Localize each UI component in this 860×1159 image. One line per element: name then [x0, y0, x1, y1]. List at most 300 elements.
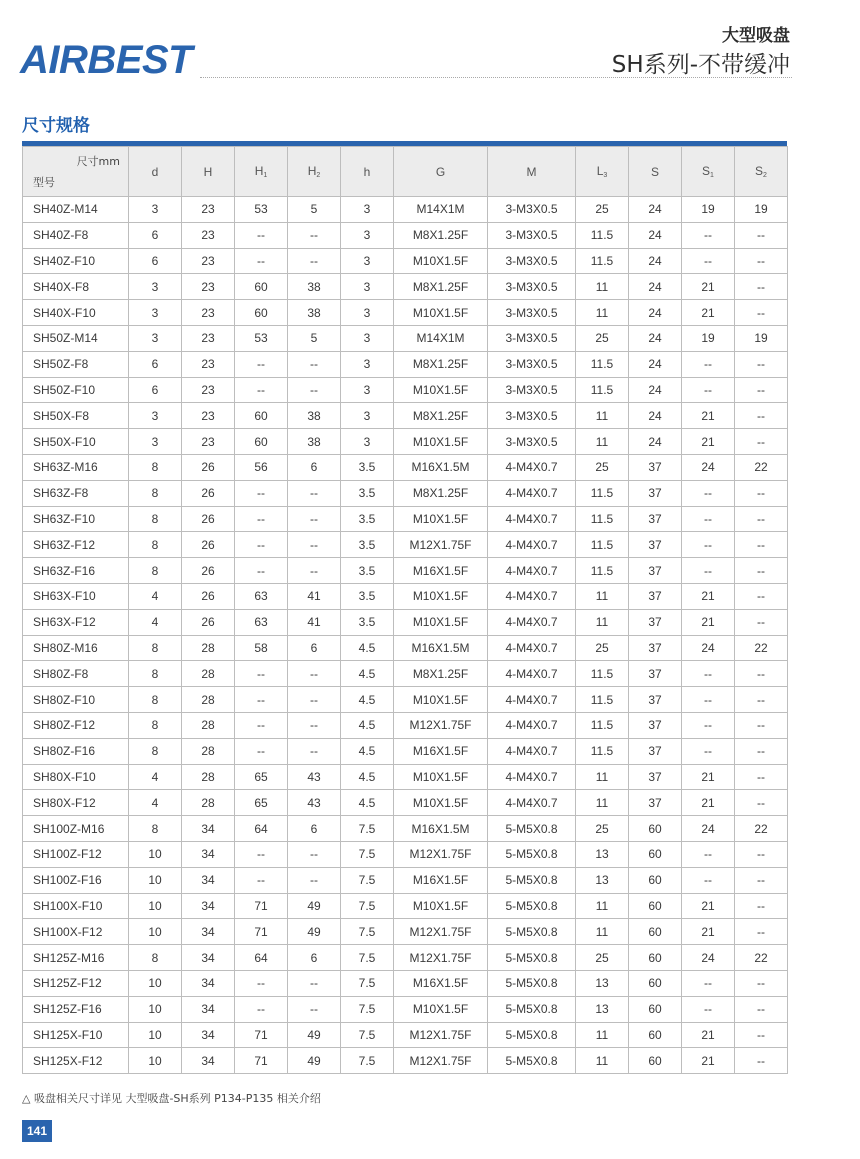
dimension-cell: -- — [235, 480, 288, 506]
dimension-cell: 13 — [576, 841, 629, 867]
dimension-cell: 71 — [235, 1048, 288, 1074]
dimension-cell: 3.5 — [341, 558, 394, 584]
dimension-cell: 23 — [182, 300, 235, 326]
dimension-cell: M10X1.5F — [394, 583, 488, 609]
dimension-cell: -- — [288, 970, 341, 996]
dimension-cell: 7.5 — [341, 996, 394, 1022]
footnote: △ 吸盘相关尺寸详见 大型吸盘-SH系列 P134-P135 相关介绍 — [22, 1092, 321, 1105]
dimension-cell: 7.5 — [341, 919, 394, 945]
dimension-cell: 21 — [682, 1022, 735, 1048]
model-cell: SH80Z-F8 — [23, 661, 129, 687]
dimension-cell: 21 — [682, 790, 735, 816]
column-header — [182, 147, 235, 197]
dimension-cell: 63 — [235, 583, 288, 609]
dimension-cell: 4 — [129, 790, 182, 816]
dimension-cell: 60 — [629, 945, 682, 971]
dimension-cell: -- — [682, 248, 735, 274]
dimension-cell: 19 — [682, 197, 735, 223]
dimension-cell: 7.5 — [341, 816, 394, 842]
model-label: 型号 — [33, 176, 55, 189]
column-header-label: H — [307, 164, 317, 178]
dimension-cell: 26 — [182, 558, 235, 584]
dimension-cell: 3-M3X0.5 — [488, 248, 576, 274]
dimension-cell: 19 — [735, 325, 788, 351]
model-cell: SH63Z-F16 — [23, 558, 129, 584]
dimension-cell: 26 — [182, 480, 235, 506]
column-header — [394, 147, 488, 197]
dimension-cell: M10X1.5F — [394, 764, 488, 790]
dimension-cell: 60 — [235, 274, 288, 300]
model-cell: SH125X-F10 — [23, 1022, 129, 1048]
dimension-cell: 34 — [182, 893, 235, 919]
dimension-cell: -- — [682, 996, 735, 1022]
dimension-cell: 21 — [682, 300, 735, 326]
dimension-cell: -- — [235, 687, 288, 713]
model-cell: SH40X-F10 — [23, 300, 129, 326]
dimension-cell: 25 — [576, 945, 629, 971]
table-row — [23, 583, 788, 609]
column-header-label: S — [702, 164, 711, 178]
dimension-cell: 6 — [288, 945, 341, 971]
dimension-cell: 4 — [129, 764, 182, 790]
dimension-cell: -- — [682, 712, 735, 738]
dimension-cell: 3-M3X0.5 — [488, 300, 576, 326]
model-cell: SH100Z-M16 — [23, 816, 129, 842]
dimension-cell: 8 — [129, 687, 182, 713]
dimension-cell: 11.5 — [576, 687, 629, 713]
column-header — [682, 147, 735, 197]
dimension-cell: 13 — [576, 970, 629, 996]
dimension-cell: 8 — [129, 712, 182, 738]
dimension-cell: 65 — [235, 764, 288, 790]
dimension-cell: 3.5 — [341, 583, 394, 609]
dimension-cell: -- — [735, 558, 788, 584]
dimension-cell: M10X1.5F — [394, 377, 488, 403]
dimension-cell: 24 — [629, 377, 682, 403]
dimension-cell: 24 — [629, 429, 682, 455]
dimension-cell: -- — [735, 687, 788, 713]
dimension-cell: -- — [235, 996, 288, 1022]
dimension-cell: M10X1.5F — [394, 429, 488, 455]
dimension-cell: 24 — [629, 300, 682, 326]
dimension-cell: 11.5 — [576, 558, 629, 584]
model-cell: SH50Z-M14 — [23, 325, 129, 351]
dimension-cell: M10X1.5F — [394, 248, 488, 274]
dimension-cell: 4-M4X0.7 — [488, 635, 576, 661]
dimension-cell: 24 — [629, 325, 682, 351]
corner-header-cell — [23, 147, 129, 197]
table-row — [23, 274, 788, 300]
dimension-cell: -- — [235, 738, 288, 764]
dimension-cell: M16X1.5F — [394, 558, 488, 584]
dimension-cell: 37 — [629, 712, 682, 738]
dimension-cell: 60 — [235, 429, 288, 455]
dimension-cell: 4-M4X0.7 — [488, 764, 576, 790]
dimension-cell: 4-M4X0.7 — [488, 661, 576, 687]
dimension-cell: 26 — [182, 532, 235, 558]
table-row — [23, 532, 788, 558]
column-header — [735, 147, 788, 197]
model-cell: SH125Z-F12 — [23, 970, 129, 996]
dimension-cell: -- — [235, 351, 288, 377]
dimension-cell: 37 — [629, 506, 682, 532]
dimension-cell: -- — [735, 738, 788, 764]
dimension-cell: 3.5 — [341, 506, 394, 532]
table-row — [23, 506, 788, 532]
dimension-cell: 5-M5X0.8 — [488, 841, 576, 867]
dimension-cell: 63 — [235, 609, 288, 635]
dimension-cell: -- — [288, 558, 341, 584]
dimension-cell: 49 — [288, 893, 341, 919]
dimension-cell: 11 — [576, 919, 629, 945]
dimension-cell: 25 — [576, 635, 629, 661]
dimension-cell: M10X1.5F — [394, 300, 488, 326]
dimension-cell: -- — [735, 248, 788, 274]
dimension-cell: -- — [682, 506, 735, 532]
dimension-unit-label: 尺寸mm — [76, 155, 120, 168]
dimension-cell: 60 — [629, 970, 682, 996]
dimension-cell: 11 — [576, 274, 629, 300]
dimension-cell: 23 — [182, 403, 235, 429]
dimension-cell: -- — [735, 893, 788, 919]
dimension-cell: 21 — [682, 609, 735, 635]
dimension-cell: 23 — [182, 429, 235, 455]
dimension-cell: -- — [735, 377, 788, 403]
dimension-cell: -- — [735, 1048, 788, 1074]
dimension-cell: -- — [682, 532, 735, 558]
dimension-cell: M10X1.5F — [394, 893, 488, 919]
dimension-cell: 4.5 — [341, 635, 394, 661]
dimension-cell: -- — [735, 919, 788, 945]
dimension-cell: 37 — [629, 764, 682, 790]
dimension-cell: 8 — [129, 532, 182, 558]
dimension-cell: 41 — [288, 583, 341, 609]
dimension-cell: M8X1.25F — [394, 351, 488, 377]
dimension-cell: 5 — [288, 325, 341, 351]
dimension-cell: 6 — [288, 454, 341, 480]
dimension-cell: 6 — [129, 377, 182, 403]
dimension-cell: 23 — [182, 325, 235, 351]
dimension-cell: 34 — [182, 1048, 235, 1074]
column-header-subscript: 2 — [763, 172, 767, 179]
table-header-row — [23, 147, 788, 197]
dimension-cell: 25 — [576, 816, 629, 842]
dimension-cell: 49 — [288, 919, 341, 945]
dimension-cell: M10X1.5F — [394, 996, 488, 1022]
dimension-cell: 4-M4X0.7 — [488, 609, 576, 635]
dimension-cell: 4-M4X0.7 — [488, 687, 576, 713]
dimension-cell: 37 — [629, 558, 682, 584]
dimension-cell: -- — [735, 790, 788, 816]
dimension-cell: 28 — [182, 738, 235, 764]
model-cell: SH50Z-F10 — [23, 377, 129, 403]
dimension-cell: 11 — [576, 893, 629, 919]
table-row — [23, 222, 788, 248]
dimension-cell: 21 — [682, 919, 735, 945]
dimension-cell: 24 — [629, 274, 682, 300]
dimension-cell: 60 — [235, 403, 288, 429]
dimension-cell: 24 — [629, 197, 682, 223]
dimension-cell: 8 — [129, 635, 182, 661]
dimension-cell: 3 — [129, 197, 182, 223]
dimension-cell: 8 — [129, 480, 182, 506]
dimension-cell: 24 — [682, 816, 735, 842]
dimension-cell: 3 — [341, 300, 394, 326]
dimension-cell: 4.5 — [341, 661, 394, 687]
dimension-cell: M10X1.5F — [394, 506, 488, 532]
column-header-subscript: 2 — [316, 172, 321, 179]
dimension-cell: M14X1M — [394, 197, 488, 223]
table-row — [23, 1048, 788, 1074]
dimension-cell: 5-M5X0.8 — [488, 893, 576, 919]
dimension-cell: -- — [235, 661, 288, 687]
dimension-cell: 11 — [576, 403, 629, 429]
table-row — [23, 351, 788, 377]
dimension-cell: -- — [235, 841, 288, 867]
dimension-cell: 60 — [629, 1048, 682, 1074]
table-row — [23, 919, 788, 945]
dimension-cell: M8X1.25F — [394, 403, 488, 429]
dimension-cell: M12X1.75F — [394, 919, 488, 945]
dimension-cell: -- — [682, 841, 735, 867]
dimension-cell: 71 — [235, 919, 288, 945]
dimension-cell: 3 — [341, 403, 394, 429]
dimension-cell: 4-M4X0.7 — [488, 532, 576, 558]
model-cell: SH40Z-F8 — [23, 222, 129, 248]
dimension-cell: M8X1.25F — [394, 222, 488, 248]
dimension-cell: 64 — [235, 945, 288, 971]
dimension-cell: 56 — [235, 454, 288, 480]
dimension-cell: -- — [735, 996, 788, 1022]
dimension-cell: 11 — [576, 1048, 629, 1074]
dimension-cell: 5-M5X0.8 — [488, 1022, 576, 1048]
dimension-cell: -- — [735, 583, 788, 609]
dimension-cell: 11 — [576, 583, 629, 609]
dimension-cell: 28 — [182, 712, 235, 738]
dimension-cell: 21 — [682, 764, 735, 790]
column-header-label: H — [203, 164, 213, 179]
dimension-cell: -- — [288, 506, 341, 532]
dimension-cell: 37 — [629, 480, 682, 506]
dimension-cell: 38 — [288, 403, 341, 429]
dimension-cell: 3 — [341, 248, 394, 274]
dimension-cell: -- — [682, 377, 735, 403]
dimension-cell: 11.5 — [576, 377, 629, 403]
dimension-cell: 22 — [735, 635, 788, 661]
dimension-cell: 10 — [129, 841, 182, 867]
dimension-cell: 71 — [235, 893, 288, 919]
dimension-cell: M16X1.5F — [394, 738, 488, 764]
table-row — [23, 764, 788, 790]
dimension-cell: 24 — [682, 454, 735, 480]
model-cell: SH50Z-F8 — [23, 351, 129, 377]
model-cell: SH63Z-F8 — [23, 480, 129, 506]
dimension-cell: 60 — [629, 893, 682, 919]
dimension-cell: 4-M4X0.7 — [488, 480, 576, 506]
model-cell: SH100Z-F16 — [23, 867, 129, 893]
dimension-cell: 28 — [182, 790, 235, 816]
dimension-cell: 3-M3X0.5 — [488, 197, 576, 223]
dimension-cell: -- — [682, 687, 735, 713]
dimension-cell: 3 — [129, 403, 182, 429]
table-row — [23, 738, 788, 764]
dimension-cell: M12X1.75F — [394, 841, 488, 867]
dimension-cell: 3 — [341, 222, 394, 248]
table-row — [23, 893, 788, 919]
dimension-cell: 22 — [735, 816, 788, 842]
dimension-cell: M12X1.75F — [394, 945, 488, 971]
dimension-cell: 34 — [182, 996, 235, 1022]
column-header — [488, 147, 576, 197]
dimension-cell: 11.5 — [576, 506, 629, 532]
table-row — [23, 300, 788, 326]
dimension-cell: 37 — [629, 687, 682, 713]
dimension-cell: 26 — [182, 609, 235, 635]
dimension-cell: 10 — [129, 1022, 182, 1048]
dimension-cell: M16X1.5F — [394, 867, 488, 893]
dimension-cell: 34 — [182, 841, 235, 867]
model-cell: SH125Z-M16 — [23, 945, 129, 971]
dimension-cell: 37 — [629, 583, 682, 609]
dimension-cell: 64 — [235, 816, 288, 842]
dimension-cell: 21 — [682, 429, 735, 455]
dimension-cell: 3-M3X0.5 — [488, 429, 576, 455]
dimension-cell: 23 — [182, 197, 235, 223]
dimension-cell: 34 — [182, 945, 235, 971]
dimension-cell: 21 — [682, 274, 735, 300]
dimension-cell: 4-M4X0.7 — [488, 738, 576, 764]
dimension-cell: 11.5 — [576, 248, 629, 274]
model-cell: SH80X-F10 — [23, 764, 129, 790]
table-row — [23, 687, 788, 713]
dimension-cell: 3-M3X0.5 — [488, 222, 576, 248]
dimension-cell: 3 — [341, 351, 394, 377]
dimension-cell: 26 — [182, 454, 235, 480]
dimension-cell: 10 — [129, 996, 182, 1022]
table-row — [23, 377, 788, 403]
dimension-cell: 43 — [288, 764, 341, 790]
table-row — [23, 945, 788, 971]
column-header — [129, 147, 182, 197]
dimension-cell: -- — [735, 351, 788, 377]
model-cell: SH40Z-M14 — [23, 197, 129, 223]
dimension-cell: 37 — [629, 454, 682, 480]
column-header-subscript: 1 — [263, 172, 268, 179]
model-cell: SH40X-F8 — [23, 274, 129, 300]
dimension-cell: 8 — [129, 816, 182, 842]
product-series: SH系列-不带缓冲 — [611, 52, 790, 78]
column-header-label: S — [755, 164, 764, 178]
dimension-cell: 11 — [576, 300, 629, 326]
dimension-cell: -- — [735, 480, 788, 506]
table-row — [23, 635, 788, 661]
dimension-cell: 11.5 — [576, 480, 629, 506]
dimension-cell: 7.5 — [341, 841, 394, 867]
dimension-cell: 11 — [576, 790, 629, 816]
dimension-cell: 23 — [182, 377, 235, 403]
dimension-cell: M8X1.25F — [394, 661, 488, 687]
dimension-cell: 11.5 — [576, 222, 629, 248]
dimension-cell: -- — [235, 532, 288, 558]
column-header-subscript: 1 — [710, 172, 714, 179]
column-header-label: h — [363, 164, 371, 179]
model-cell: SH63Z-F10 — [23, 506, 129, 532]
dimension-cell: 37 — [629, 738, 682, 764]
dimension-cell: -- — [235, 558, 288, 584]
dimension-cell: -- — [682, 222, 735, 248]
table-row — [23, 661, 788, 687]
dimension-cell: -- — [735, 712, 788, 738]
dimension-table — [22, 146, 788, 1074]
dimension-cell: 60 — [235, 300, 288, 326]
dimension-cell: 3-M3X0.5 — [488, 403, 576, 429]
dimension-cell: -- — [735, 506, 788, 532]
dimension-cell: 3.5 — [341, 454, 394, 480]
dimension-cell: 11 — [576, 1022, 629, 1048]
dimension-cell: 4-M4X0.7 — [488, 558, 576, 584]
model-cell: SH80Z-M16 — [23, 635, 129, 661]
dimension-cell: 4-M4X0.7 — [488, 454, 576, 480]
dimension-cell: -- — [288, 687, 341, 713]
dimension-cell: 26 — [182, 583, 235, 609]
dimension-cell: 6 — [288, 816, 341, 842]
column-header-label: G — [435, 164, 446, 179]
model-cell: SH80Z-F12 — [23, 712, 129, 738]
dimension-cell: 5 — [288, 197, 341, 223]
dimension-cell: 28 — [182, 635, 235, 661]
section-title: 尺寸规格 — [22, 116, 90, 136]
dimension-cell: 3 — [129, 325, 182, 351]
dimension-cell: 3-M3X0.5 — [488, 325, 576, 351]
dimension-cell: 58 — [235, 635, 288, 661]
dimension-cell: 7.5 — [341, 1048, 394, 1074]
dimension-cell: 53 — [235, 197, 288, 223]
model-cell: SH125Z-F16 — [23, 996, 129, 1022]
dimension-cell: 21 — [682, 1048, 735, 1074]
dimension-cell: 60 — [629, 1022, 682, 1048]
dimension-cell: -- — [288, 351, 341, 377]
dimension-cell: 24 — [682, 945, 735, 971]
dimension-cell: -- — [288, 222, 341, 248]
dimension-cell: 13 — [576, 996, 629, 1022]
dimension-cell: 38 — [288, 274, 341, 300]
dimension-cell: 37 — [629, 609, 682, 635]
dimension-cell: -- — [682, 867, 735, 893]
dimension-cell: 23 — [182, 351, 235, 377]
dimension-cell: 11.5 — [576, 712, 629, 738]
dimension-cell: 4.5 — [341, 764, 394, 790]
dimension-cell: 34 — [182, 1022, 235, 1048]
dimension-cell: -- — [288, 532, 341, 558]
dimension-cell: 4.5 — [341, 790, 394, 816]
model-cell: SH80X-F12 — [23, 790, 129, 816]
dimension-cell: 3.5 — [341, 532, 394, 558]
dimension-cell: 5-M5X0.8 — [488, 970, 576, 996]
dimension-cell: -- — [682, 970, 735, 996]
dimension-cell: 8 — [129, 454, 182, 480]
dimension-cell: M12X1.75F — [394, 1048, 488, 1074]
dimension-cell: -- — [735, 429, 788, 455]
table-body — [23, 197, 788, 1074]
dimension-cell: 4 — [129, 583, 182, 609]
dimension-cell: 23 — [182, 222, 235, 248]
dimension-cell: M8X1.25F — [394, 274, 488, 300]
dimension-cell: 7.5 — [341, 1022, 394, 1048]
dimension-cell: 37 — [629, 635, 682, 661]
table-row — [23, 841, 788, 867]
dimension-cell: -- — [735, 403, 788, 429]
dimension-cell: -- — [682, 661, 735, 687]
